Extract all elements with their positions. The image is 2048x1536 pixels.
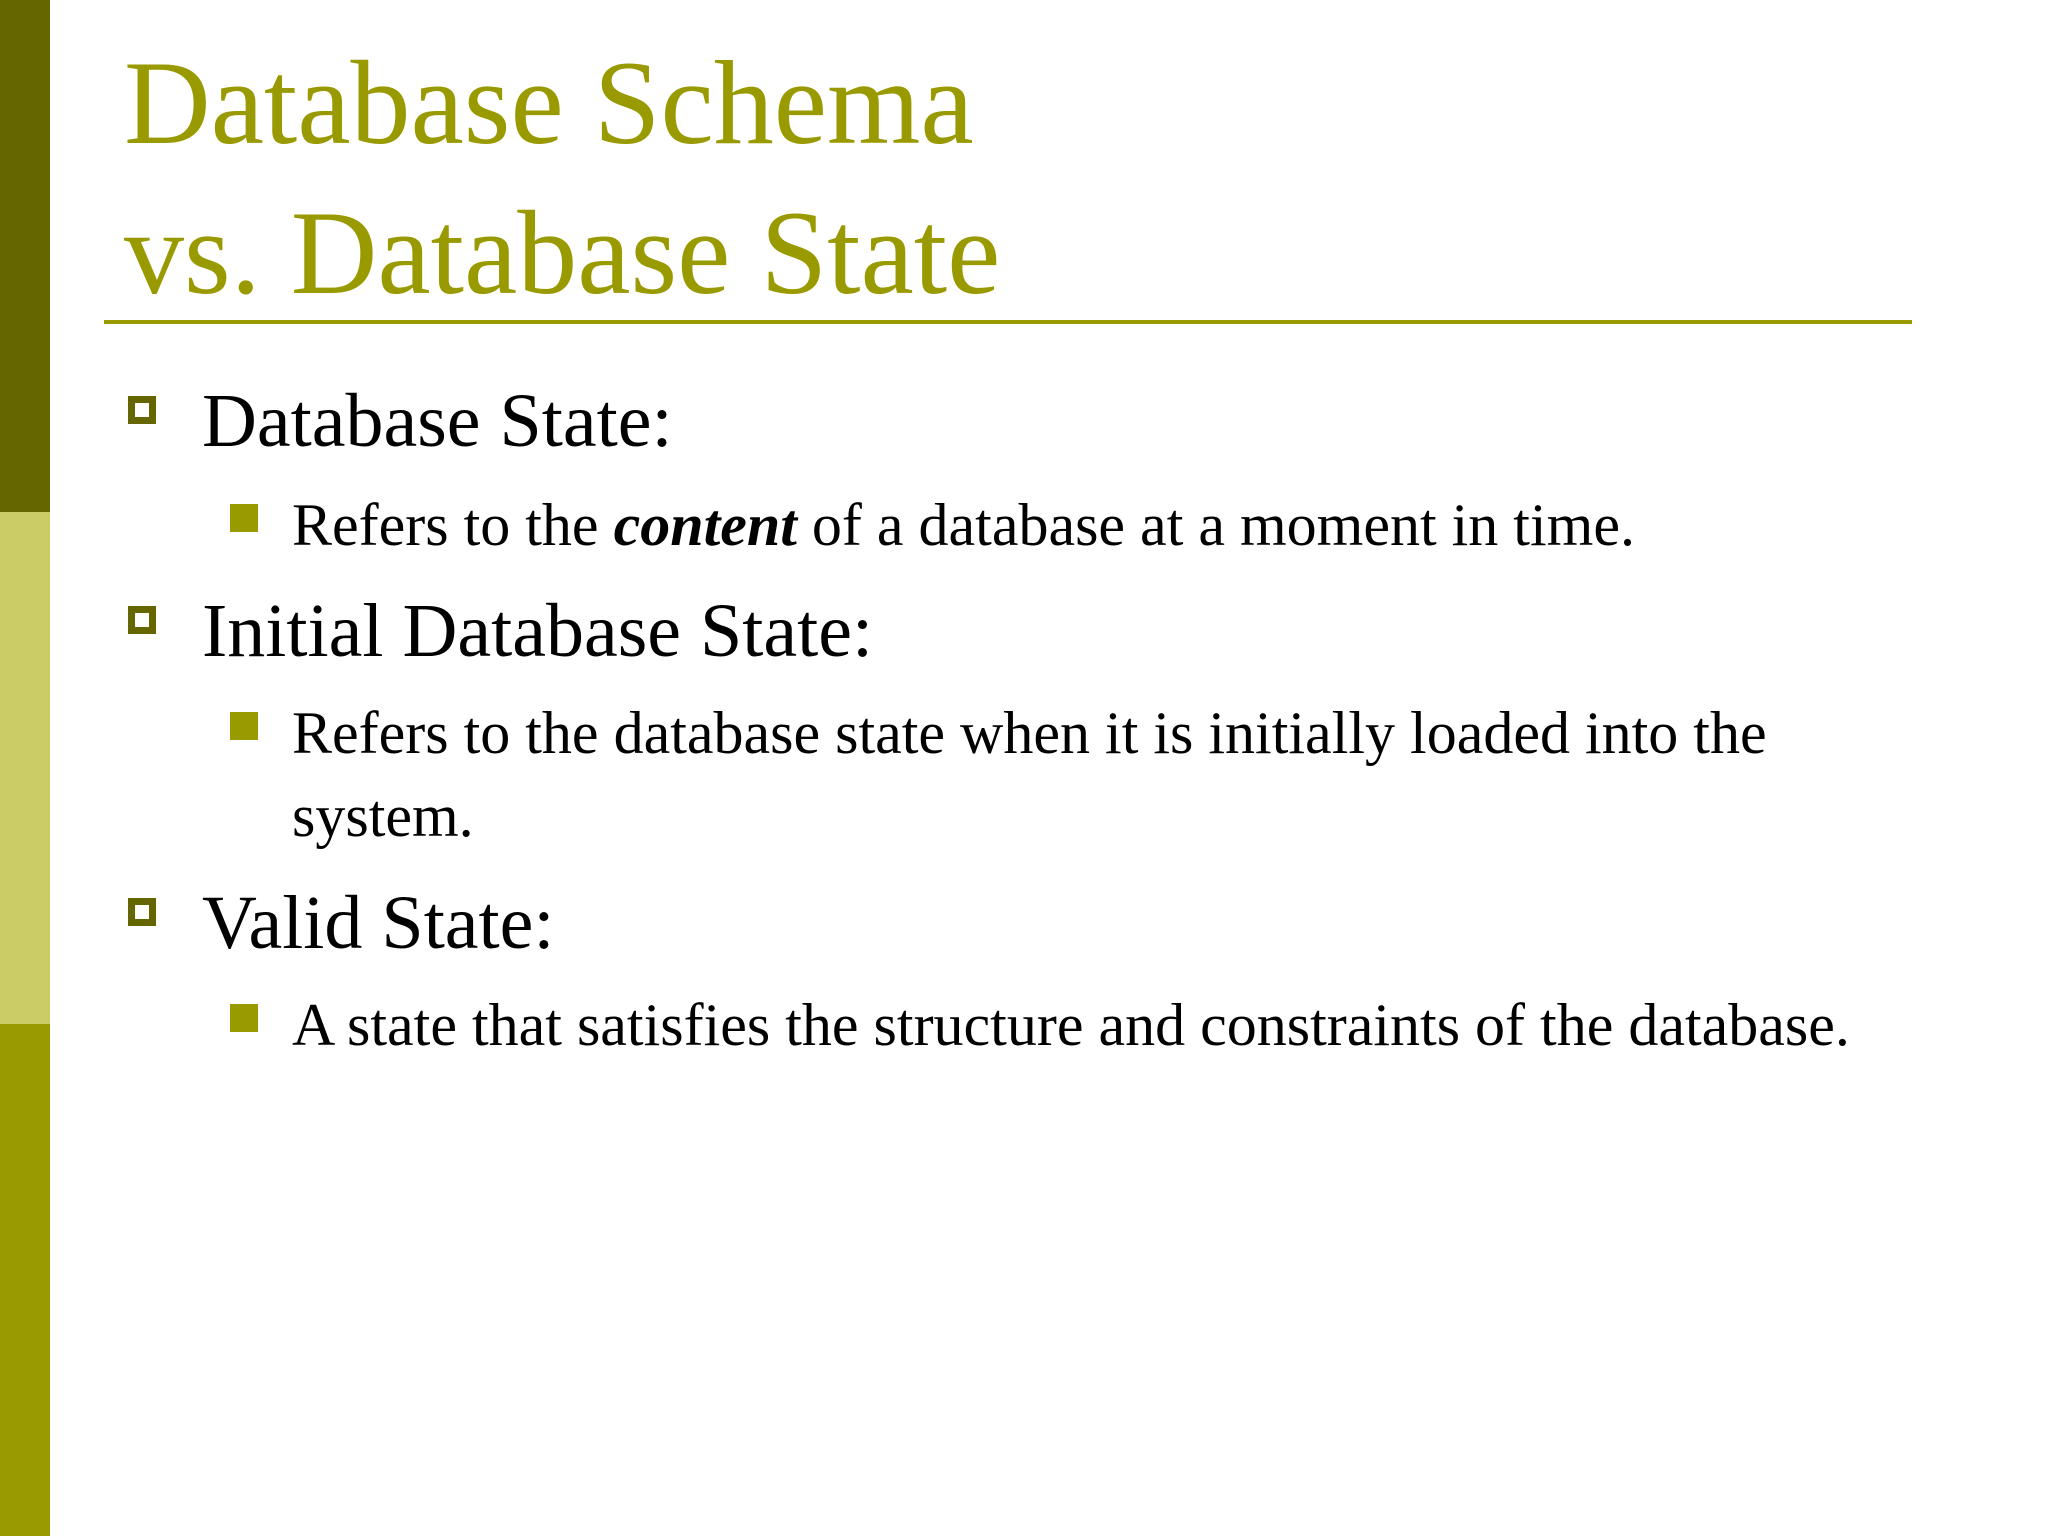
hollow-square-bullet-icon: [128, 396, 156, 424]
hollow-square-bullet-icon: [128, 898, 156, 926]
sub-bullet-text-after: of a database at a moment in time.: [796, 492, 1635, 558]
bullet-database-state: [128, 376, 673, 466]
filled-square-bullet-icon: [230, 712, 258, 740]
sub-bullet-initial-database-state: [230, 692, 1912, 858]
sub-bullet-text: [292, 484, 1912, 567]
sub-bullet-emphasis: content: [613, 492, 797, 558]
filled-square-bullet-icon: [230, 504, 258, 532]
sub-bullet-text: A state that satisfies the structure and constraints of the database.: [292, 992, 1850, 1058]
hollow-square-bullet-icon: [128, 606, 156, 634]
slide-title-line-1: Database Schema: [124, 36, 974, 169]
sub-bullet-database-state: [230, 484, 1912, 567]
bullet-valid-state: [128, 878, 555, 968]
sub-bullet-text-before: Refers to the: [292, 492, 614, 558]
sub-bullet-valid-state: [230, 984, 1912, 1067]
sub-bullet-text: Refers to the database state when it is initially loaded into the system.: [292, 700, 1767, 849]
bullet-heading: Valid State:: [202, 881, 555, 965]
slide-title-line-2: vs. Database State: [124, 186, 1001, 319]
bullet-initial-database-state: [128, 586, 873, 676]
bullet-heading: Initial Database State:: [202, 589, 874, 673]
bullet-heading: Database State:: [202, 379, 673, 463]
filled-square-bullet-icon: [230, 1004, 258, 1032]
